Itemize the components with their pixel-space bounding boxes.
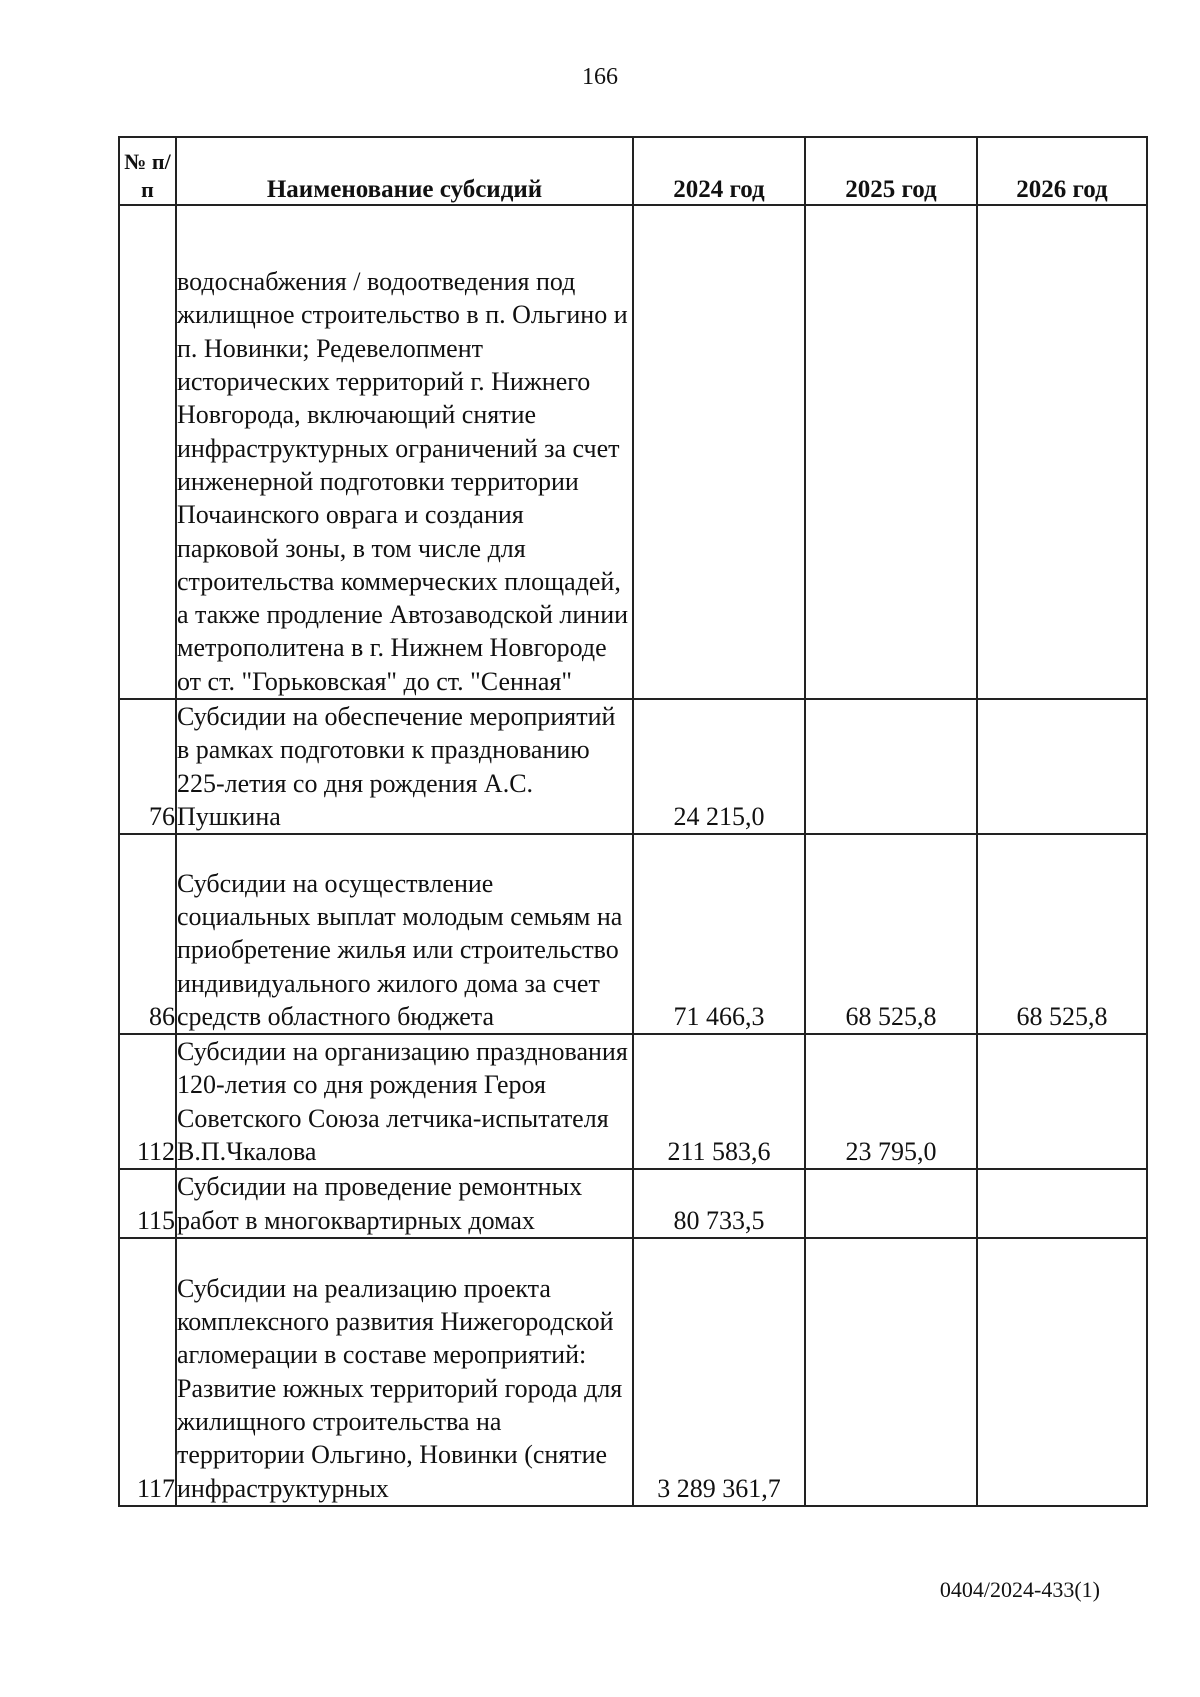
row-num: 115 bbox=[119, 1169, 176, 1238]
row-2026 bbox=[977, 205, 1147, 699]
table-row bbox=[119, 205, 1147, 699]
row-name: Субсидии на проведение ремонтных работ в многоквартирных домах bbox=[176, 1169, 633, 1238]
row-name: Субсидии на организацию празднования 120-летия со дня рождения Героя Советского Союза летчика-испытателя В.П.Чкалова bbox=[176, 1034, 633, 1169]
row-2024: 80 733,5 bbox=[633, 1169, 805, 1238]
table-row bbox=[119, 1034, 1147, 1169]
row-num: 76 bbox=[119, 699, 176, 834]
row-2024: 211 583,6 bbox=[633, 1034, 805, 1169]
row-2025 bbox=[805, 699, 977, 834]
row-2025: 23 795,0 bbox=[805, 1034, 977, 1169]
header-name: Наименование субсидий bbox=[176, 137, 633, 205]
row-2025 bbox=[805, 1169, 977, 1238]
row-2026 bbox=[977, 699, 1147, 834]
table-header-row bbox=[119, 137, 1147, 205]
table-row bbox=[119, 699, 1147, 834]
document-code: 0404/2024-433(1) bbox=[939, 1577, 1100, 1602]
table-row bbox=[119, 834, 1147, 1034]
row-2026: 68 525,8 bbox=[977, 834, 1147, 1034]
header-2025: 2025 год bbox=[805, 137, 977, 205]
row-2024: 3 289 361,7 bbox=[633, 1238, 805, 1506]
row-name: Субсидии на реализацию проекта комплексного развития Нижегородской агломерации в составе мероприятий: Развитие южных территорий города для жилищного строительства на территории Ольгино, Новинки (снятие инфраструктурных bbox=[176, 1238, 633, 1506]
row-name: Субсидии на осуществление социальных выплат молодым семьям на приобретение жилья или строительство индивидуального жилого дома за счет средств областного бюджета bbox=[176, 834, 633, 1034]
row-2025 bbox=[805, 1238, 977, 1506]
header-2024: 2024 год bbox=[633, 137, 805, 205]
header-2026: 2026 год bbox=[977, 137, 1147, 205]
row-2025 bbox=[805, 205, 977, 699]
row-num: 117 bbox=[119, 1238, 176, 1506]
page-number: 166 bbox=[582, 64, 618, 90]
table-row bbox=[119, 1169, 1147, 1238]
row-num bbox=[119, 205, 176, 699]
row-2026 bbox=[977, 1169, 1147, 1238]
row-num: 112 bbox=[119, 1034, 176, 1169]
row-2024 bbox=[633, 205, 805, 699]
row-2026 bbox=[977, 1238, 1147, 1506]
row-2026 bbox=[977, 1034, 1147, 1169]
header-num: № п/п bbox=[119, 137, 176, 205]
row-2024: 24 215,0 bbox=[633, 699, 805, 834]
row-name: водоснабжения / водоотведения под жилищное строительство в п. Ольгино и п. Новинки; Редевелопмент исторических территорий г. Нижнего Новгорода, включающий снятие инфраструктурных ограничений за счет инженерной подготовки территории Почаинского оврага и создания парковой зоны, в том числе для строительства коммерческих площадей, а также продление Автозаводской линии метрополитена в г. Нижнем Новгороде от ст. "Горьковская" до ст. "Сенная" bbox=[176, 205, 633, 699]
row-name: Субсидии на обеспечение мероприятий в рамках подготовки к празднованию 225-летия со дня рождения А.С. Пушкина bbox=[176, 699, 633, 834]
table-row bbox=[119, 1238, 1147, 1506]
row-2024: 71 466,3 bbox=[633, 834, 805, 1034]
subsidies-table bbox=[118, 136, 1148, 1507]
row-num: 86 bbox=[119, 834, 176, 1034]
row-2025: 68 525,8 bbox=[805, 834, 977, 1034]
